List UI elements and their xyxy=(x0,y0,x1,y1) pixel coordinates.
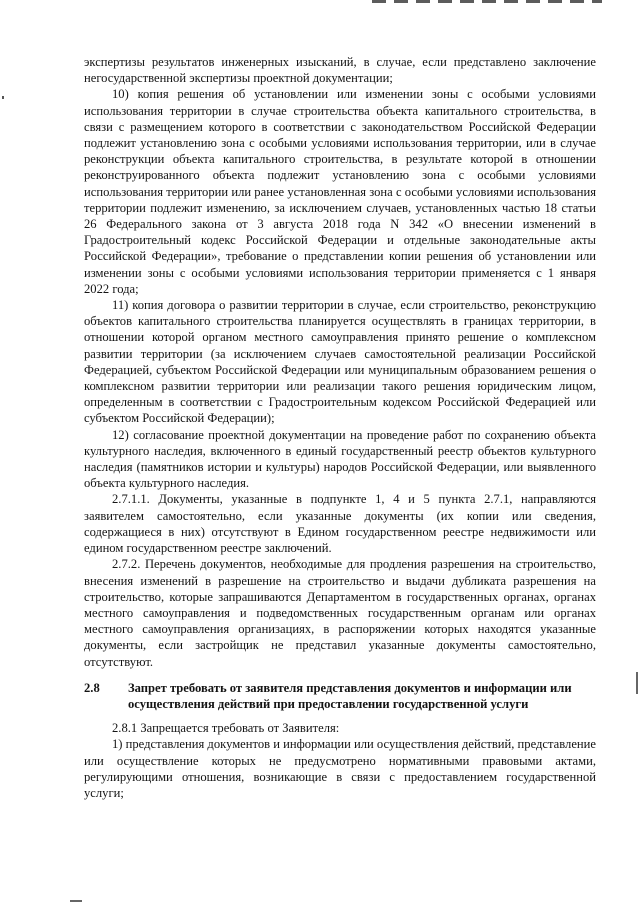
scan-bottom-mark xyxy=(70,900,82,902)
paragraphs-after-section xyxy=(84,720,596,801)
paragraph: 2.7.1.1. Документы, указанные в подпункте 1, 4 и 5 пункта 2.7.1, направляются заявителем самостоятельно, если указанные документы (их копии или сведения, содержащиеся в них) отсутствуют в Едином государственном реестре недвижимости или едином государственном реестре заключений. xyxy=(84,492,596,556)
paragraph: 12) согласование проектной документации на проведение работ по сохранению объекта культурного наследия, включенного в единый государственный реестр объектов культурного наследия (памятников истории и культуры) народов Российской Федерации, или выявленного объекта культурного наследия. xyxy=(84,427,596,491)
paragraph: 11) копия договора о развитии территории в случае, если строительство, реконструкцию объектов капитального строительства планируется осуществлять в границах территории, в отношении которой органом местного самоуправления принято решение о комплексном развитии территории (за исключением случаев самостоятельной реализации Российской Федерацией, субъектом Российской Федерации или муниципальным образованием решения о комплексном развитии территории или реализации такого решения юридическим лицом, определенным в соответствии с Градостроительным кодексом Российской Федерацией или субъектом Российской Федерации); xyxy=(84,298,596,426)
section-heading xyxy=(84,680,596,712)
document-body xyxy=(84,54,596,801)
paragraphs-before-section xyxy=(84,54,596,670)
paragraph: 2.8.1 Запрещается требовать от Заявителя: xyxy=(112,721,340,736)
paragraph: 2.7.2. Перечень документов, необходимые для продления разрешения на строительство, внесения изменений в разрешение на строительство и выдачи дубликата разрешения на строительство, которые запрашиваются Департаментом в государственных органах, органах местного самоуправления и подведомственных государственным органам или органах местного самоуправления организациях, в распоряжении которых находятся указанные документы, если застройщик не представил указанные документы самостоятельно, отсутствуют. xyxy=(84,557,596,669)
scan-right-mark xyxy=(636,672,638,694)
section-title: Запрет требовать от заявителя представления документов и информации или осуществления действий при предоставлении государственной услуги xyxy=(128,680,572,711)
scan-top-mark xyxy=(372,0,602,3)
section-number: 2.8 xyxy=(84,680,100,695)
scan-left-mark xyxy=(2,96,4,99)
paragraph: 10) копия решения об установлении или изменении зоны с особыми условиями использования территории в случае строительства объекта капитального строительства, в связи с размещением которого в соответствии с законодательством Российской Федерации подлежит установлению зона с особыми условиями использования территории, или в случае реконструкции объекта капитального строительства, в результате которой в отношении реконструированного объекта подлежит установлению зона с особыми условиями использования территории или ранее установленная зона с особыми условиями использования территории подлежит изменению, за исключением случаев, установленных частью 18 статьи 26 Федерального закона от 3 августа 2018 года N 342 «О внесении изменений в Градостроительный кодекс Российской Федерации и отдельные законодательные акты Российской Федерации», требование о представлении копии решения об установлении или изменении зоны с особыми условиями использования территории применяется с 1 января 2022 года; xyxy=(84,87,596,296)
paragraph: 1) представления документов и информации или осуществления действий, представление или осуществление которых не предусмотрено нормативными правовыми актами, регулирующими отношения, возникающие в связи с предоставлением государственной услуги; xyxy=(84,737,596,800)
paragraph: экспертизы результатов инженерных изысканий, в случае, если представлено заключение негосударственной экспертизы проектной документации; xyxy=(84,55,596,86)
